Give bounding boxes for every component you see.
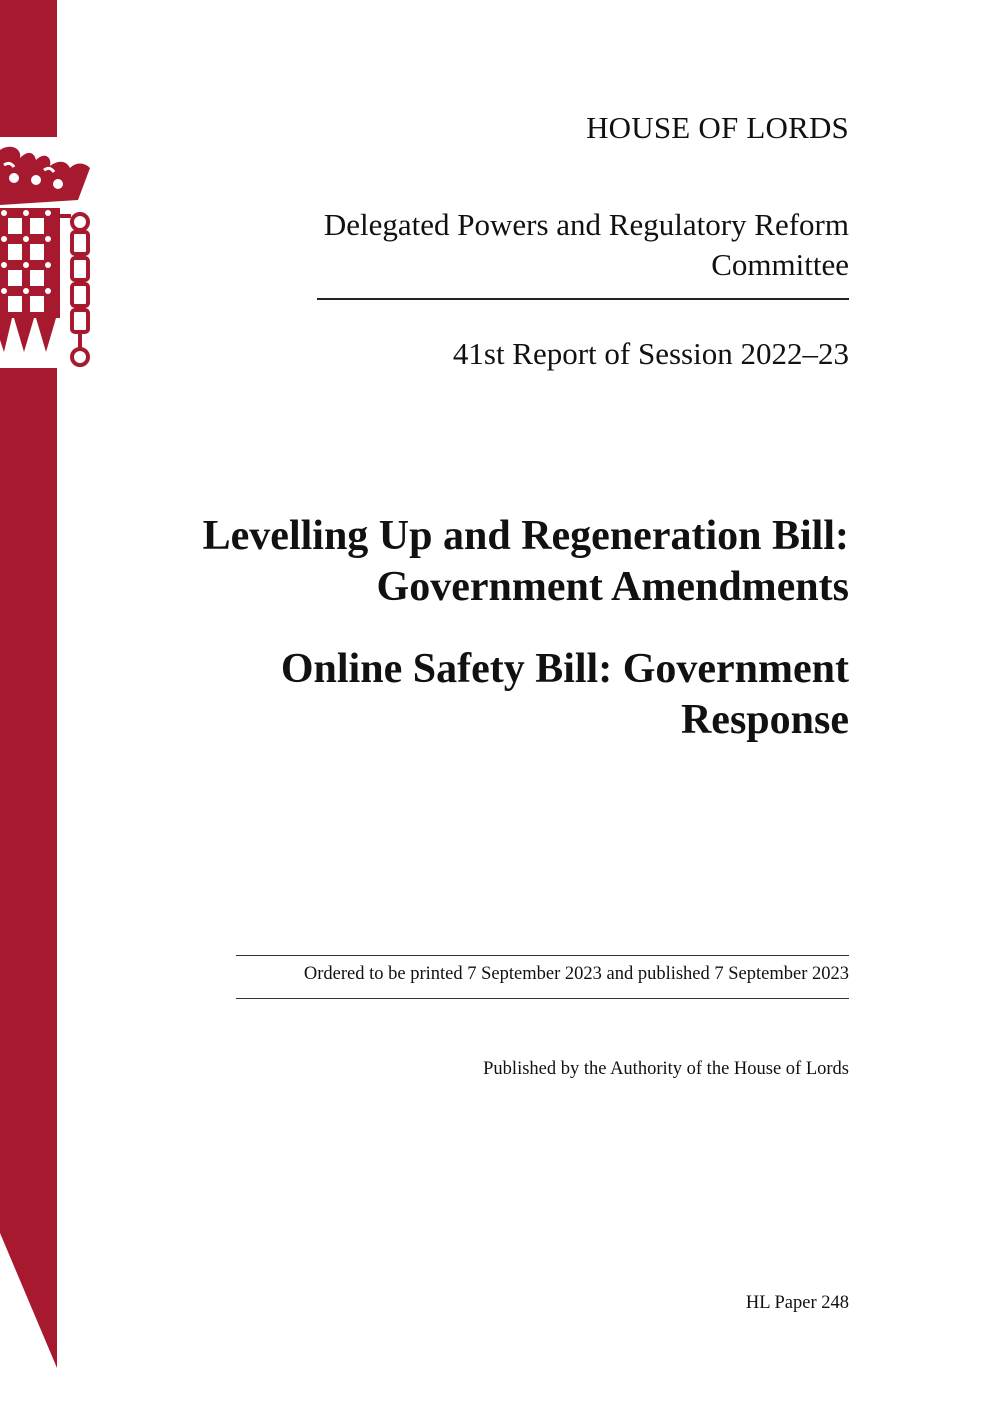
ordered-to-print-line: Ordered to be printed 7 September 2023 and published 7 September 2023	[303, 964, 849, 984]
sidebar-ribbon	[0, 0, 100, 1401]
ribbon-graphic	[0, 0, 100, 1401]
paper-number: HL Paper 248	[745, 1293, 849, 1313]
divider-ordered-top	[236, 955, 849, 956]
committee-name: Delegated Powers and Regulatory Reform Committee	[323, 207, 849, 282]
institution-name: HOUSE OF LORDS	[586, 110, 849, 145]
report-title-2: Online Safety Bill: Government Response	[280, 646, 849, 743]
divider-top	[317, 298, 849, 300]
report-title-1: Levelling Up and Regeneration Bill: Government Amendments	[202, 513, 849, 610]
portcullis-crown-icon	[0, 147, 90, 365]
divider-ordered-bottom	[236, 998, 849, 999]
session-label: 41st Report of Session 2022–23	[452, 336, 849, 371]
publisher-line: Published by the Authority of the House of Lords	[483, 1059, 849, 1079]
